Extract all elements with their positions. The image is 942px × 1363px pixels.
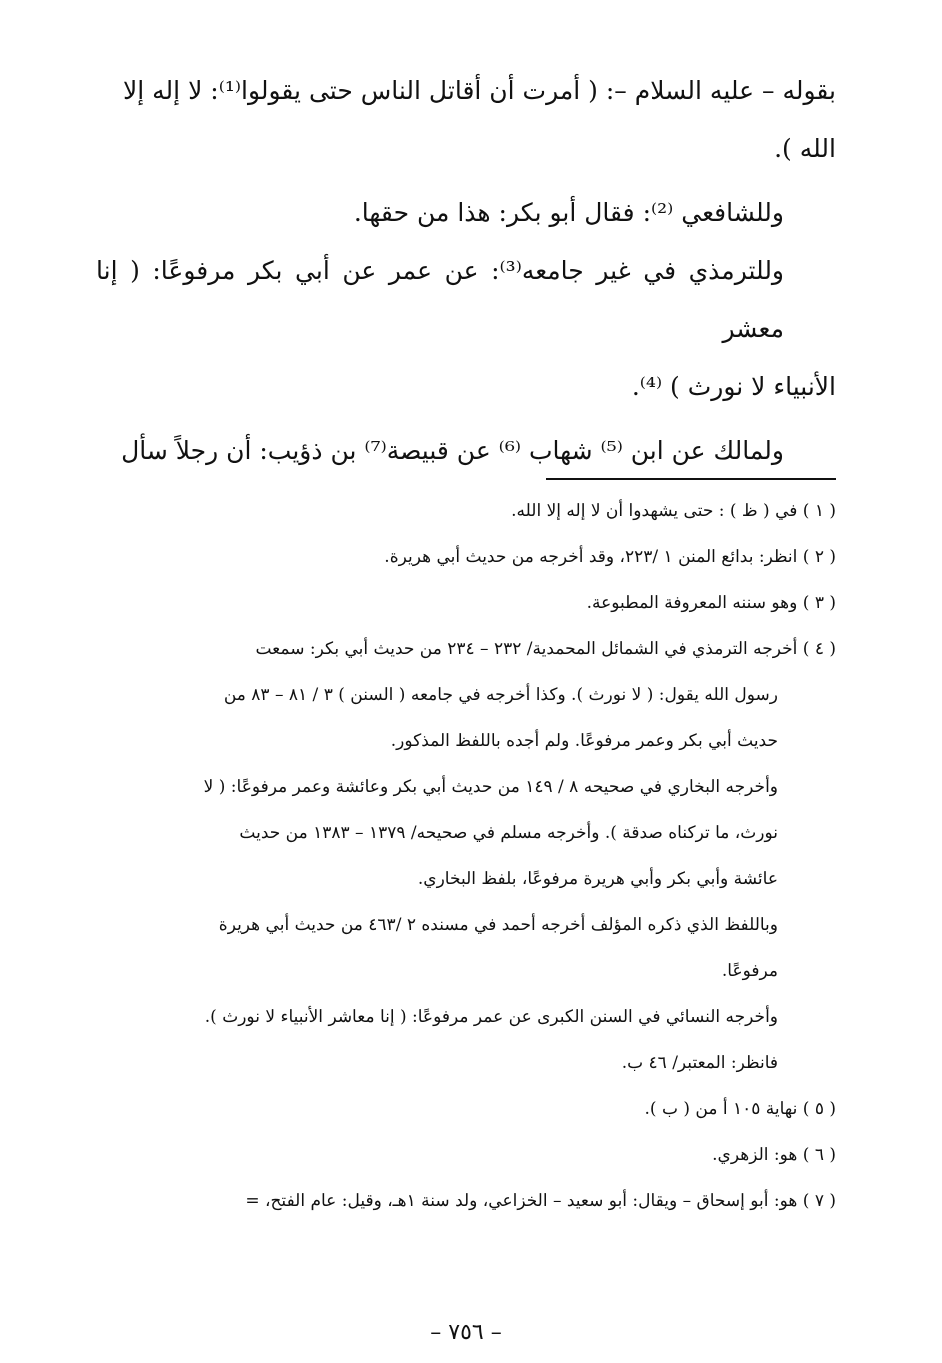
main-paragraph-1-line-2: الله ). [774,134,836,163]
main-paragraph-3-line-2: الأنبياء لا نورث ) ⁽⁴⁾. [631,372,836,401]
page-number: – ٧٥٦ – [430,1320,502,1345]
footnote-4-line-8: مرفوعًا. [721,961,778,981]
main-text [96,62,836,480]
footnote-5: ( ٥ ) نهاية ١٠٥ أ من ( ب ). [644,1099,836,1119]
main-paragraph-3-line-1: وللترمذي في غير جامعه⁽³⁾: عن عمر عن أبي بكر مرفوعًا: ( إنا معشر [96,256,785,343]
footnote-4-line-1: ( ٤ ) أخرجه الترمذي في الشمائل المحمدية/ ٢٣٢ – ٢٣٤ من حديث أبي بكر: سمعت [255,639,836,659]
footnote-1: ( ١ ) في ( ظ ) : حتى يشهدوا أن لا إله إلا الله. [511,501,836,521]
footnote-4-line-5: نورث، ما تركناه صدقة ). وأخرجه مسلم في صحيحه/ ١٣٧٩ – ١٣٨٣ من حديث [239,823,778,843]
footnote-4-line-2: رسول الله يقول: ( لا نورث ). وكذا أخرجه في جامعه ( السنن ) ٣ / ٨١ – ٨٣ من [223,685,778,705]
footnote-4-line-6: عائشة وأبي بكر وأبي هريرة مرفوعًا، بلفظ البخاري. [417,869,778,889]
footnotes [96,488,836,1224]
main-paragraph-4: ولمالك عن ابن ⁽⁵⁾ شهاب ⁽⁶⁾ عن قبيصة⁽⁷⁾ بن ذؤيب: أن رجلاً سأل [121,436,784,465]
book-page [96,62,836,1345]
footnote-4-line-10: فانظر: المعتبر/ ٤٦ ب. [621,1053,778,1073]
footnote-4-line-4: وأخرجه البخاري في صحيحه ٨ / ١٤٩ من حديث أبي بكر وعائشة وعمر مرفوعًا: ( لا [203,777,778,797]
footnote-2: ( ٢ ) انظر: بدائع المنن ١ /٢٢٣، وقد أخرجه من حديث أبي هريرة. [384,547,836,567]
footnote-3: ( ٣ ) وهو سننه المعروفة المطبوعة. [586,593,836,613]
main-paragraph-2: وللشافعي ⁽²⁾: فقال أبو بكر: هذا من حقها. [353,198,784,227]
main-paragraph-1-line-1: بقوله – عليه السلام –: ( أمرت أن أقاتل الناس حتى يقولوا⁽¹⁾: لا إله إلا [123,76,836,105]
footnote-6: ( ٦ ) هو: الزهري. [712,1145,836,1165]
footnote-4-line-7: وباللفظ الذي ذكره المؤلف أخرجه أحمد في مسنده ٢ /٤٦٣ من حديث أبي هريرة [218,915,778,935]
footnote-7: ( ٧ ) هو: أبو إسحاق – ويقال: أبو سعيد – الخزاعي، ولد سنة ١هـ، وقيل: عام الفتح، = [245,1191,836,1211]
footnote-4-line-9: وأخرجه النسائي في السنن الكبرى عن عمر مرفوعًا: ( إنا معاشر الأنبياء لا نورث ). [204,1007,778,1027]
footnote-4-line-3: حديث أبي بكر وعمر مرفوعًا. ولم أجده باللفظ المذكور. [390,731,778,751]
